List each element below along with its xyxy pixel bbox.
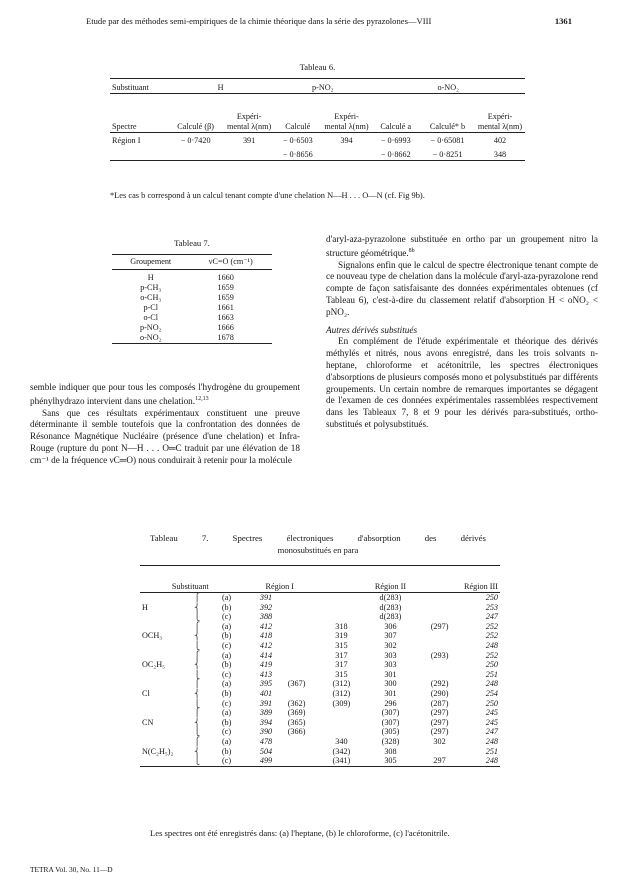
table-row (110, 133, 525, 147)
table7b-value (274, 641, 319, 651)
right-column (326, 234, 598, 431)
table-row (112, 323, 272, 333)
table7b-solvent: (c) (222, 669, 232, 679)
table-row (140, 612, 500, 622)
table7b-value: (297) (430, 727, 449, 737)
table-row (140, 603, 500, 613)
table7b-value: 251 (485, 746, 498, 756)
brace-mark: ⎧ (194, 621, 200, 631)
reference-marker: 12,13 (195, 395, 209, 402)
table7-group: p-CH₃ (140, 283, 162, 292)
table7b-header: Substituant (140, 566, 241, 593)
table7b-substituent: OC₂H₅ (142, 660, 165, 670)
table7b-footnote: Les spectres ont été enregistrés dans: (a) l'heptane, (b) le chloroforme, (c) l'acétonitrile. (150, 828, 450, 838)
brace-mark: ⎩ (194, 640, 200, 650)
section-heading: Autres dérivés substitués (326, 324, 418, 335)
table-row (112, 313, 272, 323)
table7b-value (274, 660, 319, 670)
table7-caption: Tableau 7. (174, 238, 210, 248)
table7b-solvent: (a) (222, 593, 232, 602)
table7b-value: 319 (335, 631, 348, 641)
table-row (140, 660, 500, 670)
table6-cell: Région I (112, 136, 141, 145)
table7b-value: 308 (384, 746, 397, 756)
table7b-value: 248 (485, 640, 498, 650)
table7b-value: 395 (259, 679, 273, 689)
brace-mark: ⎩ (194, 612, 200, 622)
table7b-value: 419 (259, 660, 273, 670)
brace-mark: ⎨ (194, 717, 200, 727)
table7b-value: 254 (485, 688, 498, 698)
table7b-value (319, 612, 364, 622)
table7b-value: 394 (259, 717, 273, 727)
table7b-value: 252 (485, 621, 498, 631)
table7b-value: (366) (287, 727, 306, 737)
table7 (112, 254, 272, 344)
table7b-value: d(283) (379, 612, 402, 622)
table7b-value (274, 593, 319, 603)
table7b-value (274, 689, 319, 699)
brace-mark: ⎩ (194, 698, 200, 708)
table7b-substituent: N(C₂H₅)₂ (142, 746, 174, 756)
table7b-substituent: H (142, 602, 148, 612)
table7b-value (417, 670, 462, 680)
table7b-value (319, 593, 364, 603)
table7b-solvent: (b) (221, 688, 232, 698)
table6-cell (322, 146, 372, 161)
table-row (140, 622, 500, 632)
table7b-value: 504 (259, 746, 273, 756)
table7b-value: 248 (485, 736, 498, 746)
table7b-value: 318 (335, 621, 348, 631)
brace-mark: ⎧ (194, 736, 200, 746)
table6-subhead: Expéri- mental λ(nm) (475, 94, 525, 133)
right-paragraph-3: En complément de l'étude expérimentale et théorique des dérivés méthylés et nitrés, nous avons enregistré, dans les trois solvants n-heptane, chloroforme et acétonitrile, les spectres électroniques d'absorptions de plusieurs composés mono et polysubstitués par différents groupements. Un certain nombre de remarques importantes se dégagent de l'examen de ces données expérimentales rassemblées respectivement dans les Tableaux 7, 8 et 9 pour les dérivés para-substitués, ortho-substitués et polysubstitués. (326, 336, 598, 430)
table7b-value: d(283) (379, 602, 402, 612)
table7-value: 1663 (217, 313, 234, 322)
table7b-value: (293) (430, 650, 449, 660)
table7b-value: 391 (259, 593, 273, 602)
table6-subhead: Expéri- mental λ(nm) (322, 94, 372, 133)
table7b-value: 412 (259, 640, 273, 650)
journal-footer: TETRA Vol. 30, No. 11—D (30, 865, 113, 874)
table7b-value (274, 631, 319, 641)
right-paragraph-1 (326, 234, 598, 260)
table7b-solvent: (c) (222, 612, 232, 622)
table7b-solvent: (b) (221, 631, 232, 641)
table7b-substituent (140, 593, 192, 603)
table7b-value (417, 593, 462, 603)
header-title: Etude par des méthodes semi-empiriques de la chimie théorique dans la série des pyrazolones—VIII (86, 16, 432, 26)
table-row (112, 293, 272, 303)
table7-group: o-NO₂ (112, 333, 189, 344)
right-paragraph-2: Signalons enfin que le calcul de spectre électronique tenant compte de ce nouveau type de chelation dans la molécule d'aryl-aza-pyrazolone rend compte de façon satisfaisante des données expérimentales obtenues (cf Tableau 6), c'est-à-dire du classement relatif d'absorption H < oNO₂ < pNO₂. (326, 259, 598, 317)
table7b-value: (287) (430, 698, 449, 708)
table-row (140, 593, 500, 603)
table7b-value: 297 (417, 756, 462, 766)
table6-cell: − 0·8662 (372, 146, 421, 161)
table7-value: 1678 (189, 333, 272, 344)
table7b-value: (297) (430, 717, 449, 727)
table7b-value: (312) (332, 688, 351, 698)
left-column (30, 382, 300, 467)
table7-group: H (147, 273, 154, 282)
table7b-value: 389 (259, 708, 273, 718)
table7b-value: (362) (287, 698, 306, 708)
table7b-value (417, 603, 462, 613)
table-row (140, 727, 500, 737)
table7b-value: 250 (485, 698, 498, 708)
table7b-value: 317 (335, 660, 348, 670)
running-header (86, 16, 572, 26)
table7b-value: (367) (287, 679, 306, 689)
table7b-value: 302 (433, 736, 446, 746)
table7b-value: 499 (241, 756, 275, 766)
table7b-value: (297) (430, 708, 449, 718)
table7b-value: 303 (384, 660, 397, 670)
table7b-value: 340 (335, 736, 348, 746)
table7b-substituent (140, 699, 192, 709)
table7b-value: 301 (384, 688, 397, 698)
table7b-value: 307 (384, 631, 397, 641)
table7b-value (274, 670, 319, 680)
table7b-value (417, 612, 462, 622)
table7b-header: Région II (319, 566, 462, 593)
table7b-value: 390 (259, 727, 273, 737)
table7b-value: (297) (430, 621, 449, 631)
table-row (140, 756, 500, 766)
table7b-solvent: (a) (222, 650, 232, 660)
table7b-solvent: (a) (222, 679, 232, 689)
table-row (140, 670, 500, 680)
table6-cell: 391 (242, 136, 256, 145)
brace-mark: ⎨ (194, 660, 200, 670)
left-paragraph-1 (30, 382, 300, 408)
table7b-body (140, 593, 500, 767)
table7b-solvent: (b) (221, 602, 232, 612)
table7-group: p-Cl (143, 303, 159, 312)
brace-mark: ⎧ (194, 708, 200, 718)
table7b-substituent (140, 622, 192, 632)
table7b-solvent: (c) (222, 640, 232, 650)
table-row (112, 303, 272, 313)
table6-subhead: Calculé* b (420, 94, 475, 133)
table6-group-1: H (167, 79, 274, 94)
table7b-value: (305) (381, 727, 400, 737)
table7-value: 1659 (217, 293, 234, 302)
table7b-solvent: (c) (213, 756, 241, 766)
table7b-value: (369) (287, 708, 306, 718)
brace-mark: ⎩ (194, 727, 200, 737)
table-row (140, 651, 500, 661)
table7b-value: 306 (384, 621, 397, 631)
table7b-value: 252 (485, 650, 498, 660)
reference-marker: 8b (408, 247, 415, 254)
table7-value: 1660 (217, 273, 234, 282)
table7b-value: 250 (485, 660, 498, 670)
table7b-solvent: (c) (222, 698, 232, 708)
table7-header-row (112, 255, 272, 270)
table7b-solvent: (a) (222, 736, 232, 746)
table6-subhead: Expéri- mental λ(nm) (224, 94, 274, 133)
brace-mark: ⎧ (194, 650, 200, 660)
table7b-value: 247 (485, 727, 498, 737)
table7b-value: (307) (381, 708, 400, 718)
table7b-value: 245 (485, 717, 498, 727)
left-paragraph-2: Sans que ces résultats expérimentaux constituent une preuve déterminante il semble toutefois que la confrontation des données de Résonance Magnétique Nucléaire (présence d'une chelation) et Infra-Rouge (rupture du pont N—H . . . O═C traduit par une élévation de 18 cm⁻¹ de la fréquence νC═O) nous conduirait à retenir pour la molécule (30, 407, 300, 465)
table7b-value: (307) (381, 717, 400, 727)
page-number: 1361 (554, 16, 572, 26)
table7b-solvent: (b) (221, 746, 232, 756)
table7b-value: 418 (259, 631, 273, 641)
table-row (112, 283, 272, 293)
table-row (140, 718, 500, 728)
table7-group: p-NO₂ (139, 323, 162, 332)
table-row (140, 679, 500, 689)
table7b-header: Région I (241, 566, 319, 593)
table7b-value (319, 603, 364, 613)
table6-cell: − 0·65081 (430, 136, 465, 145)
table7b-substituent (140, 727, 192, 737)
table6-cell: 402 (493, 136, 507, 145)
table7-col2-header: νC=O (cm⁻¹) (189, 255, 272, 270)
table7b-value (274, 651, 319, 661)
table7-group: o-CH₃ (140, 293, 162, 302)
table7b-value: 247 (485, 612, 498, 622)
table7b-value: 248 (462, 756, 500, 766)
table6-group-0: Substituant (110, 79, 167, 94)
brace-mark: ⎨ (194, 688, 200, 698)
table7b-value (274, 756, 319, 766)
table7b-value (319, 718, 364, 728)
table7b-value: 251 (485, 669, 498, 679)
brace-mark: ⎧ (194, 593, 200, 602)
table7b-solvent: (c) (222, 727, 232, 737)
table7-value: 1659 (217, 283, 234, 292)
table6-cell: − 0·6503 (282, 136, 313, 145)
table6-cell: 394 (340, 136, 353, 145)
table7b-value (319, 708, 364, 718)
table7b-value: (341) (319, 756, 364, 766)
table7b-value (417, 660, 462, 670)
table7b-value: (309) (332, 698, 351, 708)
table6-cell: − 0·8656 (274, 146, 321, 161)
table7b-value: 245 (485, 708, 498, 718)
table7b-caption-line2: monosubstitués en para (277, 545, 359, 555)
table6-cell (224, 146, 274, 161)
table7b-header: Région III (462, 566, 500, 593)
table7b-value: 392 (259, 602, 273, 612)
table7b-value (274, 603, 319, 613)
table7b-substituent: Cl (142, 688, 150, 698)
table7b-value: 305 (364, 756, 417, 766)
table7b-value: 252 (485, 631, 498, 641)
table7b-value: 301 (384, 669, 397, 679)
brace-mark: ⎩ (192, 756, 213, 766)
table7b-value: (292) (430, 679, 449, 689)
table7b-value (274, 612, 319, 622)
table7-value: 1661 (217, 303, 234, 312)
brace-mark: ⎨ (194, 602, 200, 612)
table7b-solvent: (a) (222, 708, 232, 718)
table7b-value: 302 (384, 640, 397, 650)
table6-footnote: *Les cas b correspond à un calcul tenant compte d'une chelation N—H . . . O—N (cf. Fig 9b). (110, 191, 425, 200)
table7b-value: (328) (381, 736, 400, 746)
table-row (140, 737, 500, 747)
table7b-value: 315 (335, 669, 348, 679)
table7b-value: 296 (384, 698, 397, 708)
table7b-value: 250 (485, 593, 498, 602)
table-row (140, 631, 500, 641)
left-paragraph-1-text: semble indiquer que pour tous les composés l'hydrogène du groupement phénylhydrazo intervient dans une chelation. (30, 382, 300, 406)
table7b-value: 391 (259, 698, 273, 708)
table7b-substituent: OCH₃ (142, 631, 163, 641)
table7b-value: 388 (259, 612, 273, 622)
table7b-solvent: (a) (222, 621, 232, 631)
table6-group-3: o-NO₂ (372, 79, 526, 94)
table7b-value (274, 747, 319, 757)
table7b (140, 565, 500, 767)
table6-group-row (110, 79, 525, 94)
table7b-value: 300 (384, 679, 397, 689)
table7b-value (417, 747, 462, 757)
table7b-substituent (140, 670, 192, 680)
table7b-value (417, 641, 462, 651)
brace-mark: ⎨ (194, 746, 200, 756)
table7b-substituent (140, 756, 192, 766)
table7-group: o-Cl (143, 313, 159, 322)
table6-subhead: Calculé (β) (167, 94, 224, 133)
table6-cell (167, 146, 224, 161)
table7b-value: (312) (332, 679, 351, 689)
table7b-value: 303 (384, 650, 397, 660)
table7b-substituent: CN (142, 717, 154, 727)
table6-subhead: Calculé (274, 94, 321, 133)
table7b-value: 315 (335, 640, 348, 650)
table-row (140, 689, 500, 699)
table7b-value: (365) (287, 717, 306, 727)
table6-cell: − 0·7420 (180, 136, 211, 145)
table7-col1-header: Groupement (112, 255, 189, 270)
table6 (110, 78, 525, 161)
table6-group-2: p-NO₂ (274, 79, 371, 94)
table7b-substituent (140, 679, 192, 689)
table7b-substituent (140, 737, 192, 747)
table7b-value (274, 622, 319, 632)
table7b-value: 412 (259, 621, 273, 631)
table-row (140, 699, 500, 709)
table-row (140, 641, 500, 651)
table7-value: 1666 (217, 323, 234, 332)
table7b-value: 478 (259, 736, 273, 746)
table7b-value: 401 (259, 688, 273, 698)
table6-cell: − 0·6993 (380, 136, 411, 145)
table-row (140, 747, 500, 757)
table6-subhead: Calculé a (372, 94, 421, 133)
table7b-solvent: (b) (221, 660, 232, 670)
table7b-substituent (140, 708, 192, 718)
table6-caption: Tableau 6. (299, 62, 336, 72)
table6-cell (110, 146, 167, 161)
table6-subhead: Spectre (110, 94, 167, 133)
table7b-value: (342) (332, 746, 351, 756)
brace-mark: ⎨ (194, 631, 200, 641)
table7b-value: 413 (259, 669, 273, 679)
table-row (112, 333, 272, 344)
table7b-value (274, 737, 319, 747)
table7b-caption-line1: Tableau 7. Spectres électroniques d'absorption des dérivés (150, 533, 486, 543)
table7b-substituent (140, 641, 192, 651)
table7b-value: 414 (259, 650, 273, 660)
table-row (110, 146, 525, 161)
table6-cell: 348 (475, 146, 525, 161)
table-row (140, 708, 500, 718)
table7b-value (417, 631, 462, 641)
table6-subhead-row (110, 94, 525, 133)
brace-mark: ⎩ (194, 669, 200, 679)
table-row (112, 270, 272, 284)
table7b-value: 253 (485, 602, 498, 612)
brace-mark: ⎧ (194, 679, 200, 689)
table7b-value (319, 727, 364, 737)
table7b-value: 248 (485, 679, 498, 689)
table7b-value: (290) (430, 688, 449, 698)
table7b-substituent (140, 612, 192, 622)
table7b-header-row (140, 566, 500, 593)
table7b-solvent: (b) (221, 717, 232, 727)
table6-cell: − 0·8251 (420, 146, 475, 161)
table7b-value: d(283) (379, 593, 402, 602)
table7b-value: 317 (335, 650, 348, 660)
right-paragraph-1-text: d'aryl-aza-pyrazolone substituée en ortho par un groupement nitro la structure géométrique. (326, 234, 598, 258)
table7b-substituent (140, 651, 192, 661)
